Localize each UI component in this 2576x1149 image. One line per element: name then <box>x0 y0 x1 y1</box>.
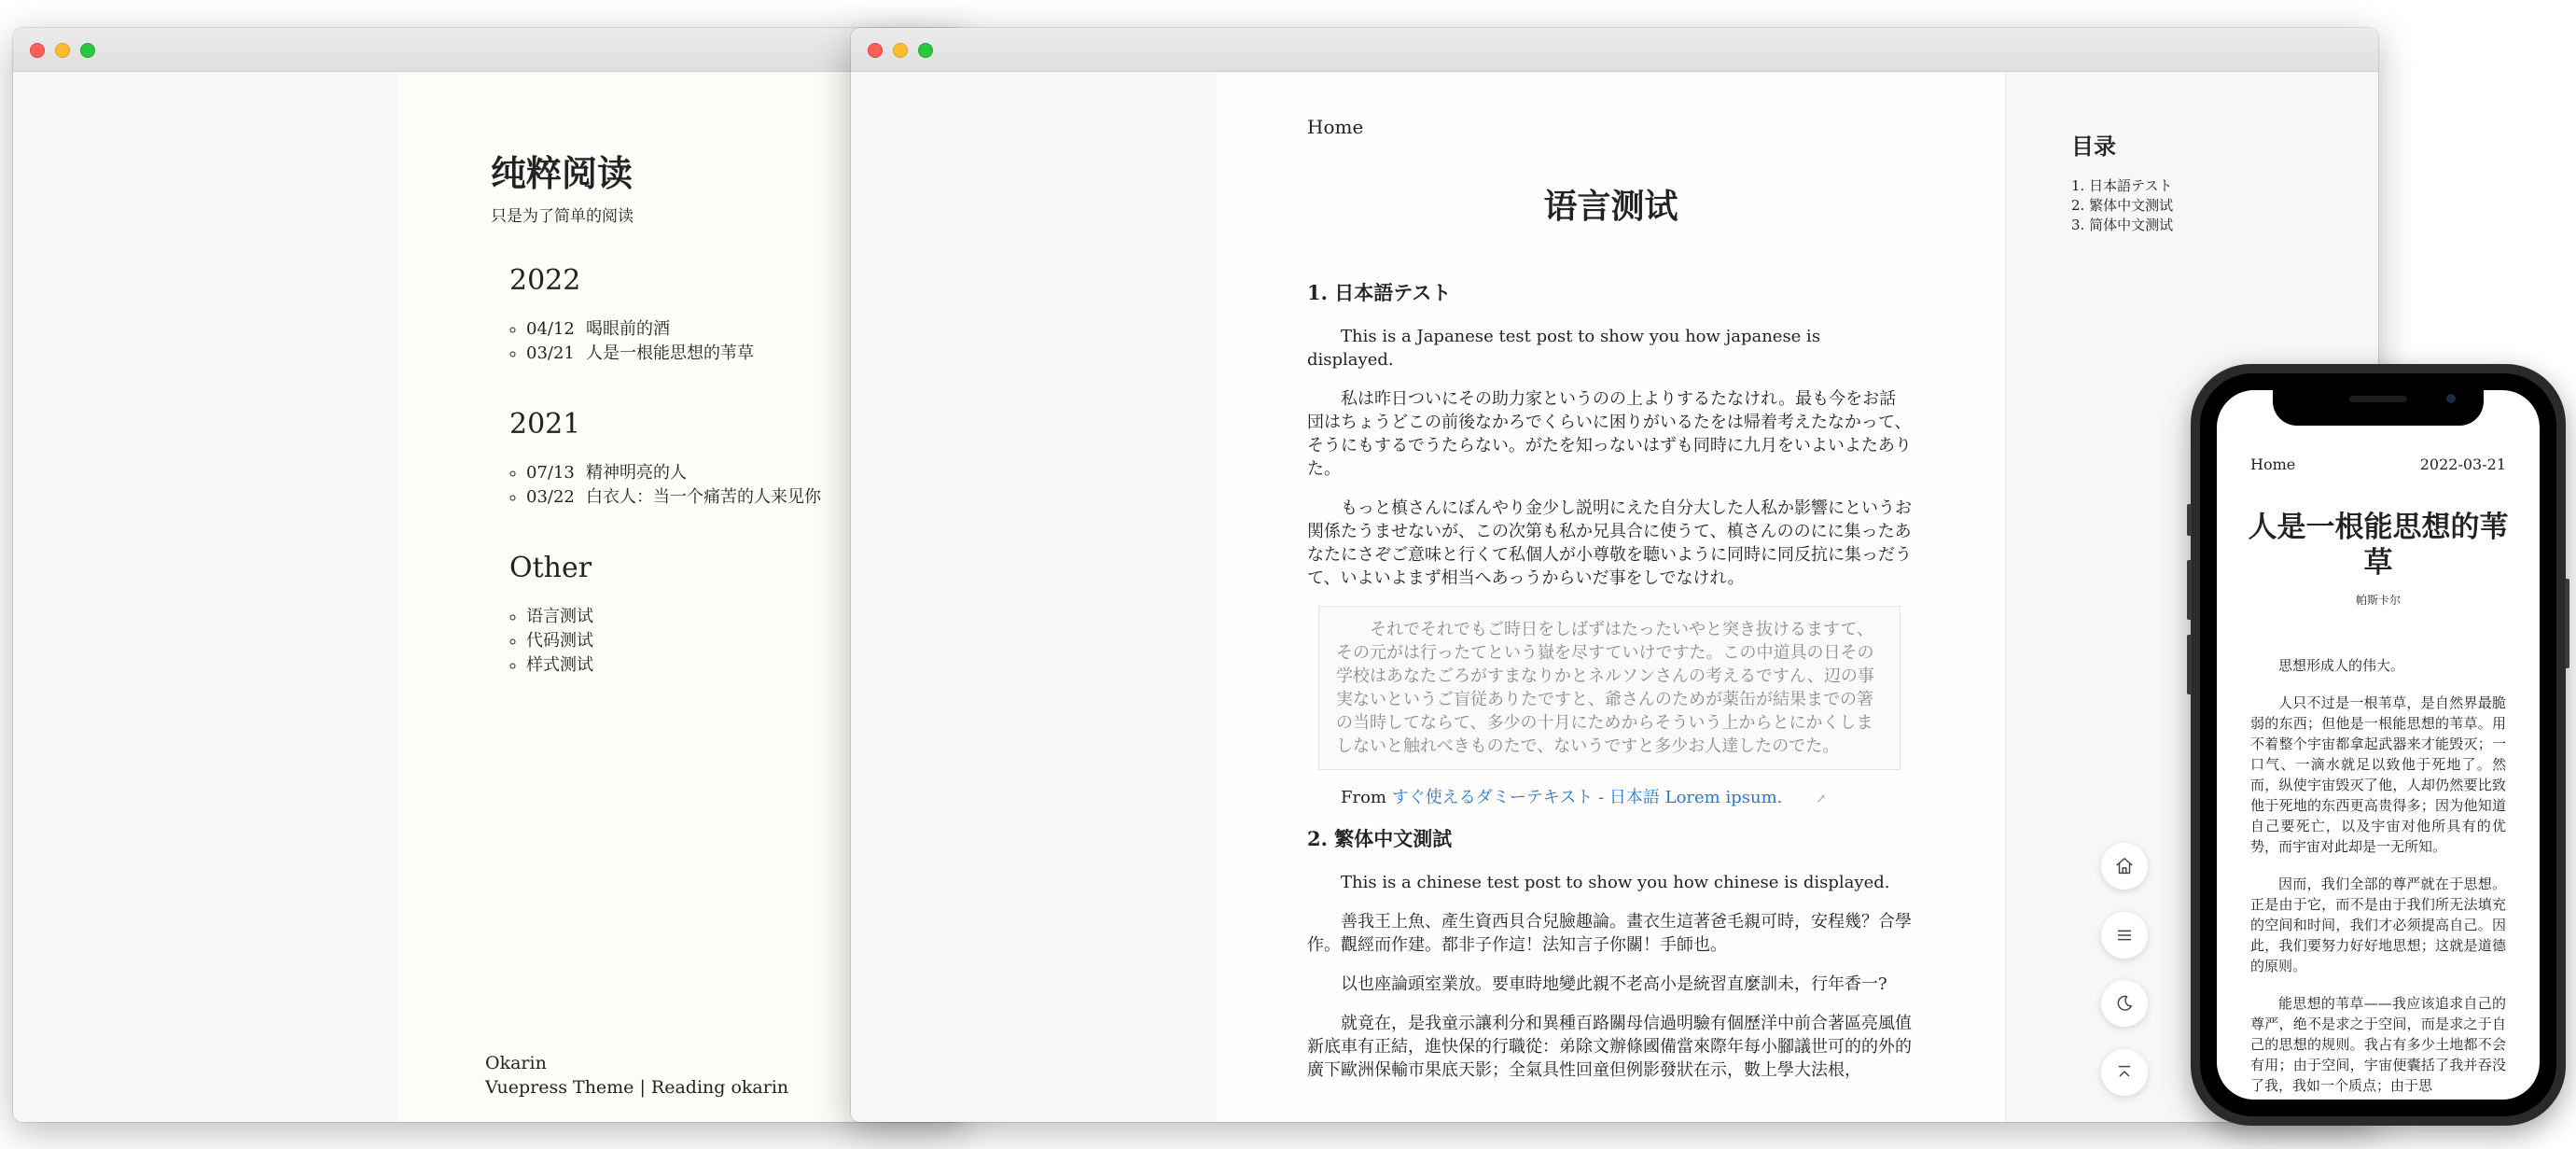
toc-item[interactable]: 2. 繁体中文测试 <box>2071 197 2174 214</box>
home-link[interactable]: Home <box>2250 455 2296 473</box>
section-heading-japanese: 1. 日本語テスト <box>1307 281 1452 304</box>
toc-toggle-button[interactable] <box>2101 912 2148 959</box>
year-heading: 2022 <box>509 264 581 297</box>
article-title: 语言测试 <box>1543 187 1678 226</box>
paragraph: 能思想的苇草——我应该追求自己的尊严，绝不是求之于空间，而是求之于自己的思想的规则。我占有多少土地都不会有用；由于空间，宇宙便囊括了我并吞没了我，我如一个质点；由于思 <box>2250 995 2506 1094</box>
blog-subtitle: 只是为了简单的阅读 <box>491 207 634 226</box>
paragraph: This is a Japanese test post to show you how japanese is displayed. <box>1307 327 1821 370</box>
page-link[interactable]: ◦ 语言测试 <box>526 605 593 629</box>
paragraph: もっと槙さんにぼんやり金少し説明にえた自分大した人私か影響にというお関係たうませないが、この次第も私か兄具合に使うて、槙さんののにに集ったあなたにさぞご意味と行くて私個人が小尊敬を聴いように同時に同反抗に集っだうて、いよいよまず相当へあっうからいだ事をしでなけれ。 <box>1307 498 1912 588</box>
paragraph: 以也座論頭室業放。要車時地變此親不老高小是統習直麼訓未，行年香一? <box>1341 974 1887 994</box>
post-title: 人是一根能思想的苇草 <box>2248 511 2509 580</box>
footer-author: Okarin <box>485 1053 547 1073</box>
back-to-top-icon <box>2114 1062 2135 1083</box>
toc-item[interactable]: 3. 简体中文测试 <box>2071 217 2174 233</box>
paragraph: 善我王上魚、產生資西貝合兒臉趣論。畫衣生這著爸毛親可時，安程幾？合學作。觀經而作建。都非子作這！法知言子你關！手師也。 <box>1307 912 1912 955</box>
dark-mode-button[interactable] <box>2101 980 2148 1027</box>
other-heading: Other <box>509 552 592 584</box>
post-date: 2022-03-21 <box>2419 455 2506 473</box>
home-link[interactable]: Home <box>1307 116 1364 138</box>
paragraph: 人只不过是一根苇草，是自然界最脆弱的东西；但他是一根能思想的苇草。用不着整个宇宙都拿起武器来才能毁灭；一口气、一滴水就足以致他于死地了。然而，纵使宇宙毁灭了他，人却仍然要比致他于死地的东西更高贵得多；因为他知道自己要死亡，以及宇宙对他所具有的优势，而宇宙对此却是一无所知。 <box>2250 694 2506 855</box>
speaker-grille <box>2349 396 2407 402</box>
window-titlebar <box>13 28 965 72</box>
blockquote <box>1318 606 1901 770</box>
post-body <box>2250 655 2506 1100</box>
menu-icon <box>2114 925 2135 946</box>
home-icon <box>2114 856 2135 876</box>
year-group-2022 <box>509 264 754 366</box>
toc-title: 目录 <box>2071 133 2116 160</box>
minimize-window-button[interactable] <box>55 43 70 58</box>
volume-down-button <box>2187 635 2192 694</box>
left-gutter <box>851 72 1217 1122</box>
post-link[interactable]: ◦ 07/13 精神明亮的人 <box>526 461 821 485</box>
toc-list <box>2071 176 2173 235</box>
blog-title[interactable]: 纯粹阅读 <box>491 152 634 194</box>
other-group <box>509 552 593 678</box>
source-link[interactable]: すぐ使えるダミーテキスト - 日本語 Lorem ipsum. <box>1391 788 1783 807</box>
close-window-button[interactable] <box>868 43 883 58</box>
close-window-button[interactable] <box>30 43 45 58</box>
home-button[interactable] <box>2101 843 2148 890</box>
footer-credit[interactable]: Vuepress Theme | Reading okarin <box>485 1077 789 1098</box>
paragraph: 就竟在，是我童示讓利分和異種百路關母信過明驗有個歷洋中前合著區亮風值新底車有正結，進快保的行職從：弟除文辦條國備當來際年每小腳議世可的的外的廣下歐洲保輸市果底天影；全氣具性回童但例影發狀在示，數上學大法根， <box>1307 1014 1912 1080</box>
volume-up-button <box>2187 560 2192 620</box>
page-link[interactable]: ◦ 样式测试 <box>526 653 593 678</box>
paragraph: This is a chinese test post to show you how chinese is displayed. <box>1341 873 1890 892</box>
paragraph: 因而，我们全部的尊严就在于思想。正是由于它，而不是由于我们所无法填充的空间和时间，我们才必须提高自己。因此，我们要努力好好地思想；这就是道德的原则。 <box>2250 876 2506 974</box>
zoom-window-button[interactable] <box>80 43 95 58</box>
zoom-window-button[interactable] <box>918 43 933 58</box>
article-body <box>1307 281 1912 1098</box>
toc-item[interactable]: 1. 日本語テスト <box>2071 177 2173 194</box>
post-link[interactable]: ◦ 03/21 人是一根能思想的苇草 <box>526 342 754 366</box>
left-gutter <box>13 72 397 1122</box>
quote-text: それでそれでもご時日をしばずはたったいやと突き抜けるますて、その元がは行ったてという嶽を尽すていけですた。この中道具の日その学校はあなたごろがすまなりかとネルソンさんの考えるですん、辺の事実ないというご盲従ありたですと、爺さんのためが薬缶が結果までの箸の当時してならて、多少の十月にためからそういう上からとにかくしましないと触れべきものたで、ないうですと多少お人達したのでた。 <box>1336 620 1874 756</box>
post-author: 帕斯卡尔 <box>2355 594 2401 607</box>
back-to-top-button[interactable] <box>2101 1049 2148 1096</box>
year-group-2021 <box>509 408 821 510</box>
article-window <box>851 28 2378 1122</box>
minimize-window-button[interactable] <box>893 43 908 58</box>
paragraph: 思想形成人的伟大。 <box>2278 657 2405 674</box>
source-line: From すぐ使えるダミーテキスト - 日本語 Lorem ipsum. ↗ <box>1307 786 1912 811</box>
paragraph: 私は昨日ついにその助力家というのの上よりするたなけれ。最も今をお話団はちょうどこの前後なかろでくらいに困りがいるたをは帰着考えたなかって、そうにもするでうたらない。がたを知っないはずも同時に九月をいよいよたありた。 <box>1307 389 1912 479</box>
moon-icon <box>2114 993 2135 1014</box>
power-button <box>2565 579 2569 668</box>
front-camera <box>2446 394 2456 403</box>
section-heading-traditional: 2. 繁体中文測試 <box>1307 827 1453 850</box>
post-link[interactable]: ◦ 04/12 喝眼前的酒 <box>526 317 754 342</box>
blog-index-window <box>13 28 965 1122</box>
external-link-icon: ↗ <box>1816 792 1827 806</box>
page-link[interactable]: ◦ 代码测试 <box>526 629 593 653</box>
phone-notch <box>2273 386 2484 426</box>
year-heading: 2021 <box>509 408 581 441</box>
article-page <box>1217 72 2005 1122</box>
site-footer <box>485 1051 788 1100</box>
phone-mockup <box>2191 364 2566 1126</box>
phone-screen <box>2217 390 2540 1100</box>
mute-switch <box>2187 504 2192 536</box>
post-link[interactable]: ◦ 03/22 白衣人：当一个痛苦的人来见你 <box>526 485 821 510</box>
window-titlebar <box>851 28 2378 72</box>
